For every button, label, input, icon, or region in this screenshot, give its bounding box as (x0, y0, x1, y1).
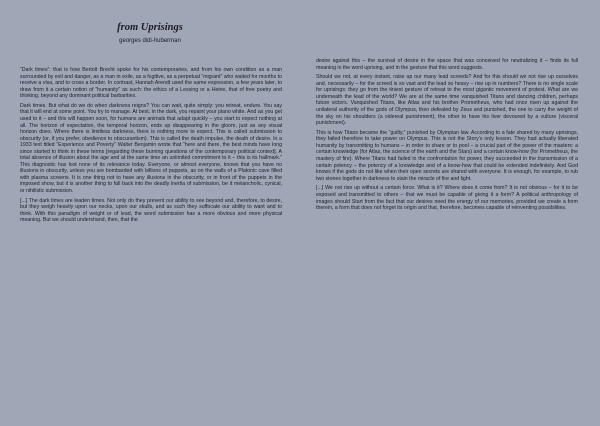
paragraph: This is how Titans became the “guilty,” punished by Olympian law. According to a fate shared by many uprisings, they failed therefore to take power on Olympus. This is not the Story’s only lesson. They had actually liberated humanity by transmitting to humans – in order to share or to pool – a crucial part of the power of the masters: a certain knowledge (for Atlas, the science of the earth and the Stars) and a certain know-how (for Prometheus, the mastery of fire). Where Titans had failed in the confrontation for power, they succeeded in the transmission of a certain potency – the potency of a knowledge and of a know-how that could be extended indefinitely. And God knows if the gods do not like when their open secrets are shared with everyone. It is enough, for example, to rub two stones together in darkness to stain the miracle of fire and light. (316, 129, 578, 182)
paragraph: Dark times. But what do we do when darkness reigns? You can wait, quite simply: you retreat, endure. You say that it will end at some point. You try to manage. At best, in the dark, you repaint your piano white. And as you get used to it – and this will happen soon, for humans are animals that adapt quickly – you start to expect nothing at all. The horizon of expectation, the temporal horizon, ends up disappearing in the gloom, just as any visual horizon does. Where there is limitless darkness, there is nothing more to expect. This is called submission to obscurity (or, if you prefer, obedience to obscurantism). This is called the death impulse, the death of desire. In a 1933 text titled “Experience and Poverty” Walter Benjamin wrote that “here and there, the best minds have long since started to think in these terms [regarding these burning questions of the contemporary political context]. A total absence of illusion about the age and at the same time an unlimited commitment to it – this is its hallmark.” This diagnostic has lost none of its relevance today. Everyone, or almost everyone, knows that you have no illusions in obscurity, unless you are bombarded with billions of puppets, as on the walls of a Platonic cave filled with plasma screens. It is one thing not to have any illusions in the obscurity, or in front of the puppets in the imposed show, but it is another thing to fall back into the deadly inertia of submission, be it melancholic, cynical, or nihilistic submission. (20, 102, 282, 195)
left-text-column (20, 67, 282, 227)
paragraph: [...] We not rise up without a certain force. What is it? Where does it come from? It is not obvious – for it to be exposed and transmitted to others – that we must be capable of giving it a form? A political anthropology of images should Start from the fact that our desires need the energy of our memories, provided we create a form therein, a form that does not forget its origin and that, therefore, becomes capable of reinventing possibilities. (316, 185, 578, 212)
paragraph: “Dark times”: that is how Bertolt Brecht spoke for his contemporaries, and from his own condition as a man surrounded by evil and danger, as a man in exile, as a fugitive, as a perpetual “migrant” who waited for months to receive a visa, and to cross a border. In contrast, Hannah Arendt used the same expression, a few years later, to draw from it a certain notion of “humanity” as such: the ethics of a Lessing or a Heine, that of free poetry and thinking, beyond any dominant political barbarities. (20, 67, 282, 100)
paragraph: [...] The dark times are leaden times. Not only do they prevent our ability to see beyond and, therefore, to desire, but they weigh heavily upon our necks, upon our skulls, and as such they suffocate our ability to want and to think. With this paradigm of weight or of lead, the word submission has a more obvious and more physical meaning. But we should undershand, then, that the (20, 197, 282, 224)
right-text-column (316, 58, 578, 215)
page-title: from Uprisings (117, 22, 183, 33)
paragraph: Should we not, at every instant, raise up our many lead screeds? And for this should we not rise up ourselves and, necessarily – for the screed is so vast and the lead so heavy – rise up in numbers? There is no single scale for uprisings: they go from the tiniest gesture of retreat to the most gigantic movement of protest. What are we underneath the lead of the world? We are at the same time vanquished Titans and dancing children, perhaps future victors. Vanquished Titans, like Atlas and his brother Prometheus, who had once risen up against the unilateral authority of the gods of Olympus, then defeated by Zeus and punished, the one to carry the weight of the sky on his shoulders (a sidereal punishment), the other to have his liver devoured by a vulture (visceral punishment). (316, 74, 578, 127)
paragraph: desire against this – the survival of desire in the space that was conceived for neutralizing it – finds its full meaning in the word uprising, and in the gesture that this word suggests. (316, 58, 578, 71)
poem-header (0, 21, 300, 46)
author-byline: georges didi-huberman (119, 38, 181, 44)
